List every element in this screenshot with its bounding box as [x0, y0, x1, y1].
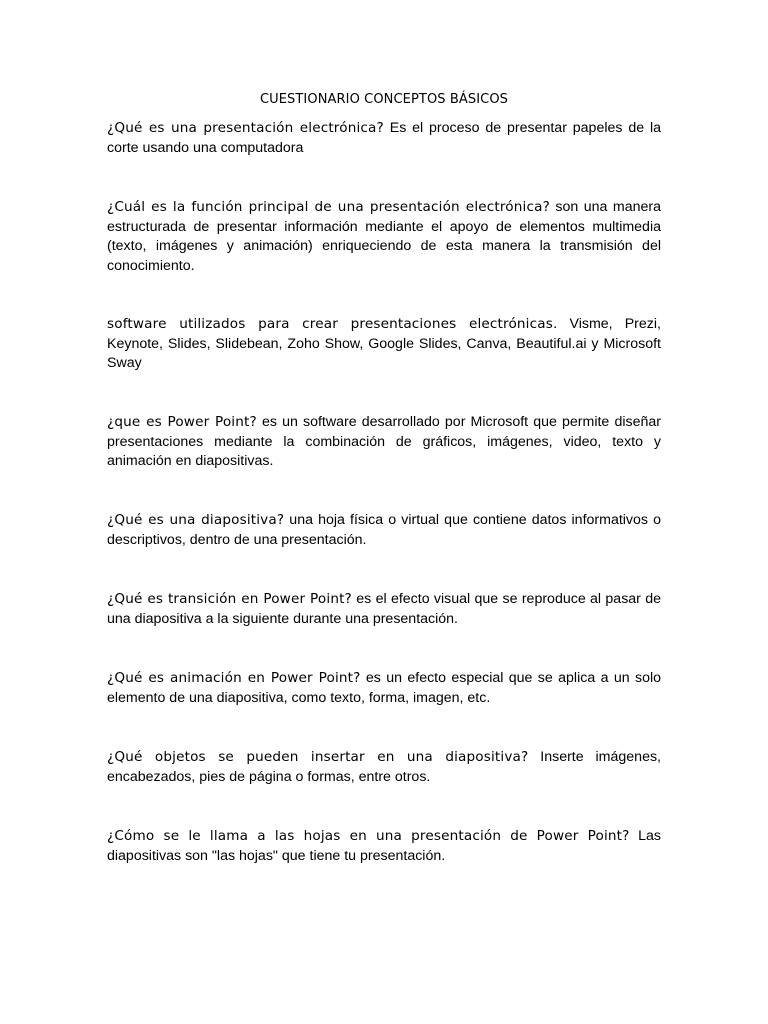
question-2: ¿Cuál es la función principal de una presentación electrónica? [107, 199, 550, 215]
answer-9: Las diapositivas son "las hojas" que tiene tu presentación. [107, 828, 661, 864]
question-6: ¿Qué es transición en Power Point? [107, 591, 352, 607]
qa-item-7 [107, 669, 661, 708]
answer-2: son una manera estructurada de presentar información mediante el apoyo de elementos multimedia (texto, imágenes y animación) enriqueciendo de esta manera la transmisión del conocimiento. [107, 199, 661, 274]
question-1: ¿Qué es una presentación electrónica? [107, 120, 384, 136]
qa-item-4 [107, 413, 661, 472]
answer-1: Es el proceso de presentar papeles de la corte usando una computadora [107, 120, 661, 156]
answer-7: es un efecto especial que se aplica a un solo elemento de una diapositiva, como texto, forma, imagen, etc. [107, 670, 661, 706]
qa-item-1 [107, 119, 661, 158]
qa-item-8 [107, 748, 661, 787]
question-8: ¿Qué objetos se pueden insertar en una diapositiva? [107, 749, 529, 765]
question-4: ¿que es Power Point? [107, 414, 257, 430]
answer-3: Visme, Prezi, Keynote, Slides, Slidebean, Zoho Show, Google Slides, Canva, Beautiful.ai y Microsoft Sway [107, 316, 661, 372]
question-3: software utilizados para crear presentaciones electrónicas. [107, 316, 558, 332]
question-5: ¿Qué es una diapositiva? [107, 512, 285, 528]
qa-item-3 [107, 315, 661, 374]
qa-item-5 [107, 511, 661, 550]
question-7: ¿Qué es animación en Power Point? [107, 670, 361, 686]
question-9: ¿Cómo se le llama a las hojas en una presentación de Power Point? [107, 828, 630, 844]
answer-8: Inserte imágenes, encabezados, pies de página o formas, entre otros. [107, 749, 661, 785]
answer-6: es el efecto visual que se reproduce al pasar de una diapositiva a la siguiente durante una presentación. [107, 591, 662, 627]
qa-item-2 [107, 198, 661, 276]
document-title: CUESTIONARIO CONCEPTOS BÁSICOS [259, 92, 509, 107]
qa-item-6 [107, 590, 661, 629]
answer-5: una hoja física o virtual que contiene datos informativos o descriptivos, dentro de una presentación. [107, 512, 661, 548]
answer-4: es un software desarrollado por Microsoft que permite diseñar presentaciones mediante la combinación de gráficos, imágenes, video, texto y animación en diapositivas. [107, 414, 661, 470]
qa-item-9 [107, 827, 661, 866]
